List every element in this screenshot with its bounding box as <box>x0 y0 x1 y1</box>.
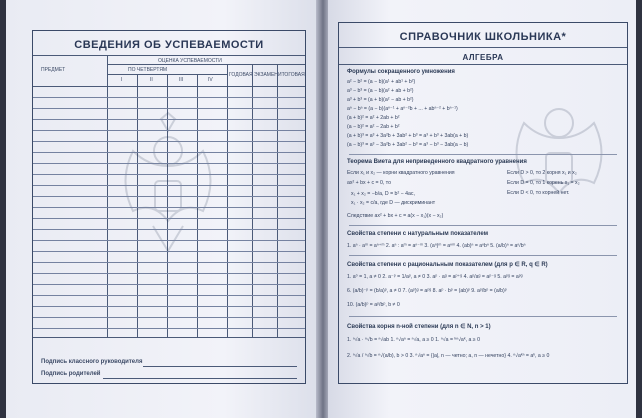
column-exam: ЭКЗАМЕН <box>254 72 278 78</box>
formula-line: (a − b)³ = a³ − 3a²b + 3ab² − b³ = a³ − b³ − 3ab(a − b) <box>347 142 469 148</box>
formula-line: 1. a⁰ = 1, a ≠ 0 2. a⁻ᵖ = 1/aᵖ, a ≠ 0 3. aᵖ · aᵍ = aᵖ⁺ᵍ 4. aᵖ/aᵍ = aᵖ⁻ᵍ 5. aᵖᵍ = aᵖᵍ <box>347 274 523 280</box>
formula-line: 2. ⁿ√a / ⁿ√b = ⁿ√(a/b), b > 0 3. ⁿ√aⁿ = {|a|, n — четно; a, n — нечетно} 4. ⁿ√aᵏⁿ = aᵏ, a ≥ 0 <box>347 353 550 359</box>
section-heading: Свойства степени с рациональным показателем (для p ∈ R, q ∈ R) <box>347 262 548 268</box>
formula-line: x₁ · x₂ = c/a, где D — дискриминант <box>351 200 436 206</box>
formula-line: ax² + bx + c = 0, то <box>347 180 391 186</box>
left-page <box>6 0 318 418</box>
column-annual: ГОДОВАЯ <box>229 72 253 78</box>
formula-line: 1. ⁿ√a · ⁿ√b = ⁿ√ab 1. ⁿ√aⁿ = ⁿ√a, a ≥ 0 1. ⁿ√a = ᵏⁿ√aᵏ, a ≥ 0 <box>347 337 480 343</box>
column-q1: I <box>121 77 123 83</box>
section-heading: Свойства степени с натуральным показателем <box>347 231 489 237</box>
page-title: СПРАВОЧНИК ШКОЛЬНИКА* <box>399 31 567 43</box>
section-subtitle: АЛГЕБРА <box>462 53 504 62</box>
formula-line: (a − b)² = a² − 2ab + b² <box>347 124 400 130</box>
formula-line: 10. (a/b)ᵖ = aᵖ/bᵖ, b ≠ 0 <box>347 302 400 308</box>
right-page <box>328 0 636 418</box>
formula-line: 6. (a/b)⁻ᵖ = (b/a)ᵖ, a ≠ 0 7. (aᵖ)ᵍ = aᵖᵍ 8. aᵖ · bᵖ = (ab)ᵖ 9. aᵖ/bᵖ = (a/b)ᵖ <box>347 288 507 294</box>
column-grades: ОЦЕНКА УСПЕВАЕМОСТИ <box>158 58 222 64</box>
formula-line: 1. aⁿ · aᵐ = aⁿ⁺ᵐ 2. aⁿ : aᵐ = aⁿ⁻ᵐ 3. (aⁿ)ᵐ = aⁿᵐ 4. (ab)ⁿ = aⁿbⁿ 5. (a/b)ⁿ = aⁿ/bⁿ <box>347 243 526 249</box>
formula-line: (a + b)² = a² + 2ab + b² <box>347 115 400 121</box>
column-final: ИТОГОВАЯ <box>278 72 305 78</box>
formula-line: a² − b² = (a − b)(a¹ + ab¹ + b²) <box>347 79 416 85</box>
left-frame <box>32 30 306 384</box>
sign-parents-label: Подпись родителей <box>41 371 101 377</box>
formula-line: a³ + b³ = (a + b)(a² − ab + b²) <box>347 97 414 103</box>
formula-line: (a + b)³ = a³ + 3a²b + 3ab² + b³ = a³ + b³ + 3ab(a + b) <box>347 133 469 139</box>
column-q3: III <box>179 77 184 83</box>
column-subject: ПРЕДМЕТ <box>41 67 66 73</box>
column-q4: IV <box>208 77 213 83</box>
page-title: СВЕДЕНИЯ ОБ УСПЕВАЕМОСТИ <box>74 39 264 51</box>
discriminant-note: Если D > 0, то 2 корня x₁ и x₂ <box>507 170 577 176</box>
formula-line: Если x₁ и x₂ — корни квадратного уравнения <box>347 170 455 176</box>
grades-table <box>33 86 305 337</box>
column-quarters: ПО ЧЕТВЕРТЯМ <box>128 67 168 73</box>
section-heading: Свойства корня n-ной степени (для n ∈ N, n > 1) <box>347 324 491 330</box>
right-frame <box>338 22 628 384</box>
formula-line: aⁿ − bⁿ = (a − b)(aⁿ⁻¹ + aⁿ⁻²b + ... + abⁿ⁻² + bⁿ⁻¹) <box>347 106 458 112</box>
formula-line: x₁ + x₂ = −b/a, D = b² − 4ac, <box>351 191 415 197</box>
discriminant-note: Если D = 0, то 1 корень x₁ = x₂ <box>507 180 580 186</box>
sign-teacher-label: Подпись классного руководителя <box>41 359 143 365</box>
column-q2: II <box>150 77 153 83</box>
formula-line: Следствие ax² + bx + c = a(x − x₁)(x − x₂) <box>347 213 444 219</box>
section-heading: Формулы сокращенного умножения <box>347 69 455 75</box>
discriminant-note: Если D < 0, то корней нет. <box>507 190 570 196</box>
formula-line: a³ − b³ = (a − b)(a² + ab + b²) <box>347 88 414 94</box>
section-heading: Теорема Виета для неприведенного квадратного уравнения <box>347 159 527 165</box>
